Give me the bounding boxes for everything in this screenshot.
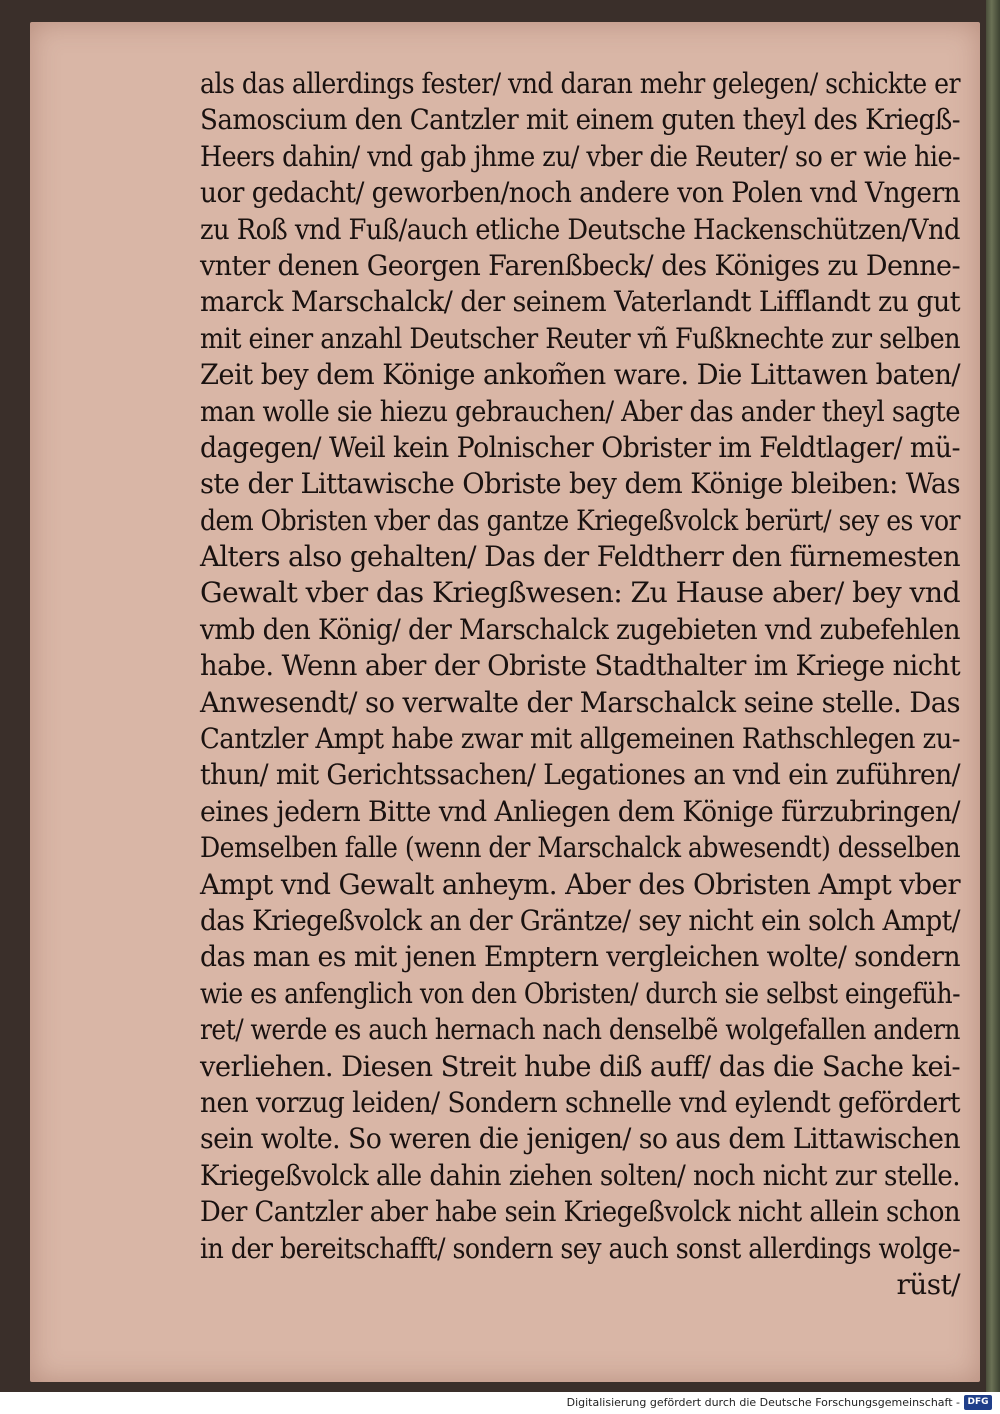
text-line: dagegen/ Weil kein Polnischer Obrister im Feldtlager/ mü- xyxy=(200,430,960,464)
text-line: uor gedacht/ geworben/noch andere von Polen vnd Vngern xyxy=(200,176,960,210)
text-line: Heers dahin/ vnd gab jhme zu/ vber die Reuter/ so er wie hie- xyxy=(200,139,960,173)
text-line: eines jedern Bitte vnd Anliegen dem Könige fürzubringen/ xyxy=(200,794,960,828)
text-line: in der bereitschafft/ sondern sey auch sonst allerdings wolge- xyxy=(200,1231,960,1265)
book-page xyxy=(30,22,980,1382)
text-line: marck Marschalck/ der seinem Vaterlandt Lifflandt zu gut xyxy=(200,285,960,319)
text-line: das Kriegeßvolck an der Gräntze/ sey nicht ein solch Ampt/ xyxy=(200,903,960,937)
text-line: Gewalt vber das Kriegßwesen: Zu Hause aber/ bey vnd xyxy=(200,576,960,610)
text-line: Zeit bey dem Könige ankom̃en ware. Die Littawen baten/ xyxy=(200,358,960,392)
text-line: das man es mit jenen Emptern vergleichen wolte/ sondern xyxy=(200,940,960,974)
book-edge xyxy=(986,0,1000,1392)
catchword: rüst/ xyxy=(896,1267,960,1301)
text-line: vmb den König/ der Marschalck zugebieten vnd zubefehlen xyxy=(200,612,960,646)
text-line: verliehen. Diesen Streit hube diß auff/ das die Sache kei- xyxy=(200,1049,960,1083)
text-line: ste der Littawische Obriste bey dem Könige bleiben: Was xyxy=(200,467,960,501)
text-line: zu Roß vnd Fuß/auch etliche Deutsche Hackenschützen/Vnd xyxy=(200,212,960,246)
text-line: habe. Wenn aber der Obriste Stadthalter im Kriege nicht xyxy=(200,649,960,683)
text-line: Ampt vnd Gewalt anheym. Aber des Obristen Ampt vber xyxy=(200,867,960,901)
text-line: wie es anfenglich von den Obristen/ durch sie selbst eingefüh- xyxy=(200,976,960,1010)
text-line: Kriegeßvolck alle dahin ziehen solten/ noch nicht zur stelle. xyxy=(200,1158,960,1192)
text-line: nen vorzug leiden/ Sondern schnelle vnd eylendt gefördert xyxy=(200,1085,960,1119)
text-line: Anwesendt/ so verwalte der Marschalck seine stelle. Das xyxy=(200,685,960,719)
text-line: Alters also gehalten/ Das der Feldtherr den fürnemesten xyxy=(200,540,960,574)
text-line: mit einer anzahl Deutscher Reuter vñ Fußknechte zur selben xyxy=(200,321,960,355)
text-line: ret/ werde es auch hernach nach denselbẽ wolgefallen andern xyxy=(200,1013,960,1047)
text-line: dem Obristen vber das gantze Kriegeßvolck berürt/ sey es vor xyxy=(200,503,960,537)
page-text xyxy=(200,66,960,1303)
dfg-logo: DFG xyxy=(964,1395,992,1410)
text-line: thun/ mit Gerichtssachen/ Legationes an vnd ein zuführen/ xyxy=(200,758,960,792)
text-line: Samoscium den Cantzler mit einem guten theyl des Kriegß- xyxy=(200,103,960,137)
text-line: Demselben falle (wenn der Marschalck abwesendt) desselben xyxy=(200,831,960,865)
text-line: Cantzler Ampt habe zwar mit allgemeinen Rathschlegen zu- xyxy=(200,722,960,756)
text-line: als das allerdings fester/ vnd daran mehr gelegen/ schickte er xyxy=(200,67,960,100)
text-line: man wolle sie hiezu gebrauchen/ Aber das ander theyl sagte xyxy=(200,394,960,428)
footer-bar xyxy=(0,1392,1000,1414)
text-line: sein wolte. So weren die jenigen/ so aus dem Littawischen xyxy=(200,1122,960,1156)
text-line: Der Cantzler aber habe sein Kriegeßvolck nicht allein schon xyxy=(200,1195,960,1229)
text-line: vnter denen Georgen Farenßbeck/ des Königes zu Denne- xyxy=(200,248,960,282)
funding-credit: Digitalisierung gefördert durch die Deutsche Forschungsgemeinschaft - xyxy=(566,1396,960,1409)
